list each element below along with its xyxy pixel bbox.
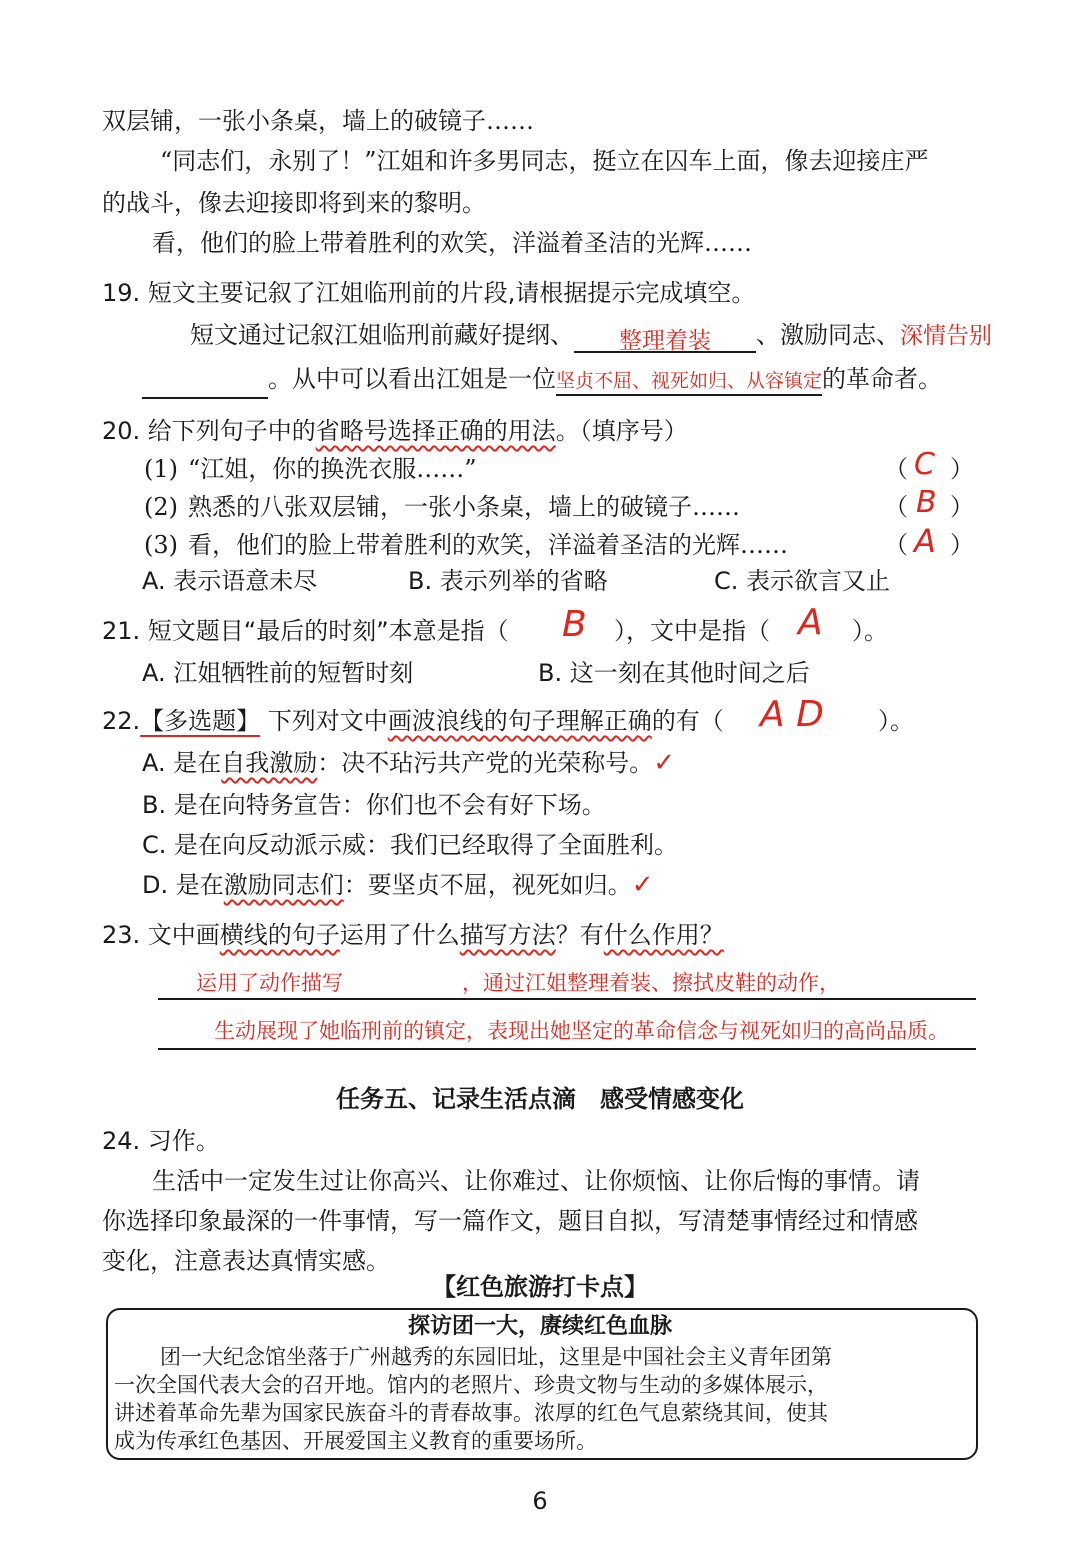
q20-item-text: 看，他们的脸上带着胜利的欢笑，洋溢着圣洁的光辉…… [188, 531, 788, 559]
question-23-stem [102, 918, 724, 952]
q20-item-text: “江姐，你的换洗衣服……” [188, 455, 477, 483]
q21-stem-b: ），文中是指（ [614, 617, 770, 645]
q19-text: 短文通过记叙江姐临刑前藏好提纲、 [190, 321, 574, 349]
q20-paren-left: （ [884, 531, 908, 559]
q23-stem-marked-3: 什么作用？ [603, 921, 724, 949]
q20-paren-right: ） [950, 531, 974, 559]
q22-option-d [142, 868, 654, 902]
q22-option-d-post: ：要坚贞不屈，视死如归。 [343, 871, 632, 899]
q19-answer-3: 坚贞不屈、视死如归、从容镇定 [556, 370, 822, 396]
q20-paren-right: ） [950, 493, 974, 521]
q20-stem-a: 20. 给下列句子中的 [102, 417, 316, 445]
q22-option-a-post: ：决不玷污共产党的光荣称号。 [317, 749, 654, 777]
q20-answer-1[interactable]: C [914, 447, 935, 482]
red-tour-line: 一次全国代表大会的召开地。馆内的老照片、珍贵文物与生动的多媒体展示， [114, 1373, 828, 1397]
answer-line-1 [158, 998, 976, 1000]
q23-stem-marked-2: 描写方法 [459, 921, 556, 949]
passage-line: “同志们，永别了！”江姐和许多男同志，挺立在囚车上面，像去迎接庄严 [160, 147, 929, 175]
q20-option-b: B. 表示列举的省略 [408, 567, 608, 595]
passage-line: 的战斗，像去迎接即将到来的黎明。 [102, 189, 486, 217]
passage-line: 看，他们的脸上带着胜利的欢笑，洋溢着圣洁的光辉…… [152, 229, 752, 257]
question-20-stem [102, 414, 688, 448]
q22-option-c: C. 是在向反动派示威：我们已经取得了全面胜利。 [142, 831, 679, 859]
q22-stem-c: 的有（ [651, 707, 724, 735]
q23-stem-a: 23. 文中画 [102, 921, 220, 949]
red-tour-label: 【红色旅游打卡点】 [432, 1273, 648, 1301]
q20-stem-marked: 省略号选择正确的用法 [315, 417, 556, 445]
q22-option-d-mark: 激励同志们 [223, 871, 344, 899]
red-tour-title: 探访团一大，赓续红色血脉 [407, 1314, 672, 1339]
task5-heading: 任务五、记录生活点滴 感受情感变化 [336, 1085, 744, 1113]
check-icon: ✓ [631, 870, 654, 900]
question-19-stem: 19. 短文主要记叙了江姐临刑前的片段,请根据提示完成填空。 [102, 279, 756, 307]
q22-option-a [142, 746, 675, 780]
q23-stem-marked-1: 横线的句子 [219, 921, 340, 949]
q22-option-a-mark: 自我激励 [221, 749, 318, 777]
q20-option-a: A. 表示语意未尽 [142, 567, 318, 595]
q19-text: 的革命者。 [822, 365, 943, 393]
q20-paren-left: （ [884, 493, 908, 521]
q22-answer[interactable]: A D [760, 694, 824, 735]
q22-tag: 【多选题】 [140, 707, 261, 735]
q24-prompt-line: 变化，注意表达真情实感。 [102, 1247, 390, 1275]
q23-answer-3[interactable]: 生动展现了她临刑前的镇定，表现出她坚定的革命信念与视死如归的高尚品质。 [214, 1019, 949, 1043]
q19-blank-2[interactable] [142, 369, 268, 399]
q20-item-num: (1) [144, 455, 178, 483]
red-tour-line: 讲述着革命先辈为国家民族奋斗的青春故事。浓厚的红色气息萦绕其间，使其 [114, 1401, 828, 1425]
q20-option-c: C. 表示欲言又止 [714, 567, 891, 595]
q21-option-a: A. 江姐牺牲前的短暂时刻 [142, 659, 414, 687]
q22-option-a-pre: A. 是在 [142, 749, 222, 777]
q21-stem-c: ）。 [852, 617, 888, 645]
q22-stem-marked: 画波浪线的句子理解正确 [387, 707, 652, 735]
q20-item-num: (3) [144, 531, 178, 559]
red-tour-line: 成为传承红色基因、开展爱国主义教育的重要场所。 [114, 1429, 597, 1453]
q19-answer-1: 整理着装 [619, 328, 711, 354]
q20-paren-right: ） [950, 455, 974, 483]
page-number: 6 [532, 1487, 548, 1515]
q23-stem-c: 运用了什么 [339, 921, 460, 949]
q20-paren-left: （ [884, 455, 908, 483]
q22-stem-a: 下列对文中 [267, 707, 388, 735]
question-24: 24. 习作。 [102, 1127, 220, 1155]
check-icon: ✓ [653, 748, 676, 778]
red-tour-line: 团一大纪念馆坐落于广州越秀的东园旧址，这里是中国社会主义青年团第 [160, 1345, 832, 1369]
q24-prompt-line: 你选择印象最深的一件事情，写一篇作文，题目自拟，写清楚事情经过和情感 [102, 1207, 918, 1235]
q21-option-b: B. 这一刻在其他时间之后 [538, 659, 810, 687]
q22-num: 22. [102, 707, 141, 735]
q19-text: 。从中可以看出江姐是一位 [268, 365, 556, 393]
q20-item-text: 熟悉的八张双层铺，一张小条桌，墙上的破镜子…… [188, 493, 740, 521]
question-19-line1 [190, 318, 992, 353]
passage-line: 双层铺，一张小条桌，墙上的破镜子…… [102, 107, 534, 135]
q21-answer-1[interactable]: B [562, 604, 587, 645]
q19-answer-2: 深情告别 [900, 323, 992, 349]
answer-line-2 [158, 1048, 976, 1050]
q21-answer-2[interactable]: A [798, 602, 823, 643]
q22-option-d-pre: D. 是在 [142, 871, 224, 899]
q20-stem-c: 。（填序号） [555, 417, 688, 445]
question-22-stem [102, 704, 724, 738]
q23-answer-1[interactable]: 运用了动作描写 [196, 971, 343, 995]
q20-answer-3[interactable]: A [914, 522, 936, 560]
q23-answer-2[interactable]: ，通过江姐整理着装、擦拭皮鞋的动作， [462, 971, 840, 995]
q22-stem-d: ）。 [878, 707, 914, 735]
q19-text: 、激励同志、 [756, 321, 900, 349]
question-19-line2 [142, 362, 942, 399]
q21-stem-a: 21. 短文题目“最后的时刻”本意是指（ [102, 617, 509, 645]
q20-item-num: (2) [144, 493, 178, 521]
q24-prompt-line: 生活中一定发生过让你高兴、让你难过、让你烦恼、让你后悔的事情。请 [152, 1167, 920, 1195]
q22-option-b: B. 是在向特务宣告：你们也不会有好下场。 [142, 791, 606, 819]
q23-stem-e: ？有 [555, 921, 604, 949]
q19-blank-1[interactable] [574, 323, 756, 353]
q20-answer-2[interactable]: B [916, 485, 937, 520]
